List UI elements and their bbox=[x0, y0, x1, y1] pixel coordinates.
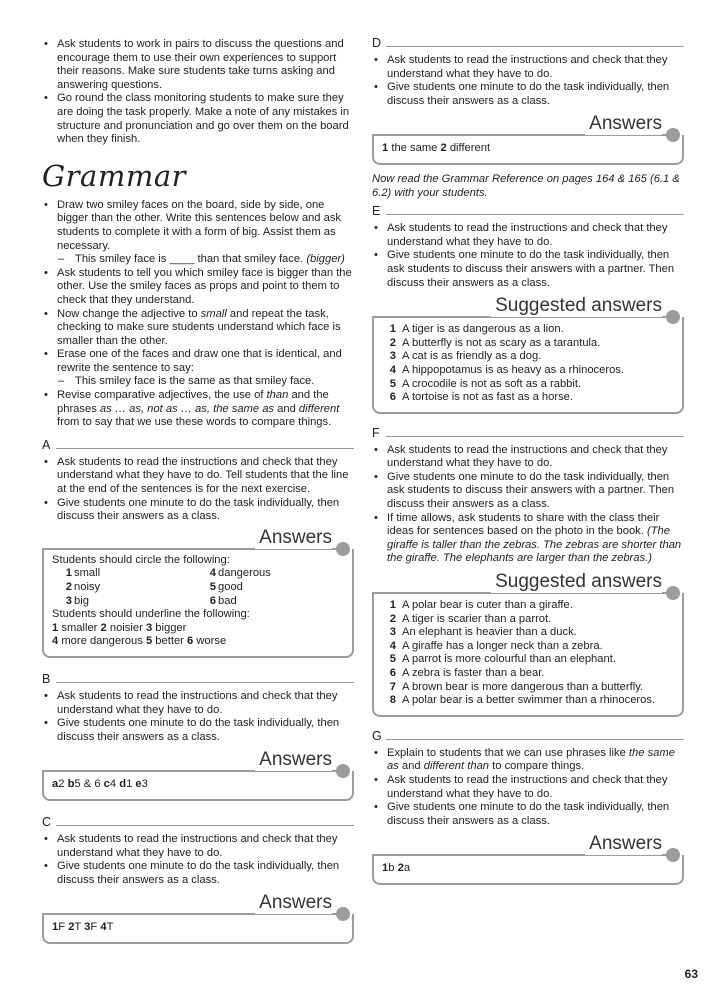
answer-key: e bbox=[135, 778, 142, 791]
box-body bbox=[42, 549, 354, 658]
answer-key: d bbox=[119, 778, 127, 791]
answer-item bbox=[382, 337, 674, 351]
answer-value: 2 bbox=[58, 778, 65, 791]
underline-intro: Students should underline the following: bbox=[52, 608, 250, 621]
section-letter-c: C bbox=[42, 815, 354, 830]
box-title: Suggested answers bbox=[491, 295, 662, 317]
bullet-item: • Ask students to read the instructions and check that they understand what they have to do. bbox=[372, 774, 684, 801]
answer-value: different bbox=[449, 142, 491, 155]
bullet-item: • Give students one minute to do the task individually, then discuss their answers as a class. bbox=[42, 717, 354, 744]
item-text: better bbox=[155, 635, 184, 648]
item-number: 4 bbox=[209, 567, 216, 580]
item-text: A hippopotamus is as heavy as a rhinoceros. bbox=[402, 363, 625, 376]
item-text: big bbox=[74, 594, 89, 607]
item-text: worse bbox=[196, 635, 227, 648]
answer-item bbox=[382, 653, 674, 667]
text-run: Revise comparative adjectives, the use of bbox=[57, 389, 267, 402]
text-run: and the phrases bbox=[57, 389, 329, 415]
item-number: 6 bbox=[389, 667, 396, 679]
item-text: A tortoise is not as fast as a horse. bbox=[402, 391, 574, 404]
text-emphasis: different than bbox=[423, 760, 490, 773]
item-number: 2 bbox=[100, 621, 107, 634]
note-text: Now read the Grammar Reference on pages 164 & 165 (6.1 & 6.2) with your students. bbox=[372, 172, 680, 199]
section-d-bullets bbox=[372, 54, 684, 108]
circle-list bbox=[52, 567, 344, 608]
answer-item bbox=[382, 391, 674, 405]
text-run: and repeat the task, checking to make sure students understand which face is smaller than the other. bbox=[57, 307, 341, 347]
answer-key: c bbox=[103, 778, 110, 791]
item-number: 4 bbox=[52, 635, 59, 648]
text-run: If time allows, ask students to share with the class their ideas for sentences based on the photo in the book. bbox=[387, 511, 660, 538]
answer-key: 3 bbox=[84, 921, 91, 934]
text-emphasis: (The giraffe is taller than the zebras. The zebras are shorter than the giraffe. The elephants are larger than the zebras.) bbox=[387, 525, 682, 565]
item-number: 1 bbox=[52, 621, 59, 634]
item-text: A polar bear is a better swimmer than a rhinoceros. bbox=[402, 694, 656, 707]
underline-row bbox=[52, 622, 344, 636]
item-number: 1 bbox=[65, 567, 72, 580]
bullet-item: • Give students one minute to do the task individually, then discuss their answers as a class. bbox=[372, 81, 684, 108]
box-body bbox=[372, 135, 684, 165]
left-column bbox=[42, 38, 354, 944]
answer-key: b bbox=[67, 778, 75, 791]
section-letter-e: E bbox=[372, 204, 684, 219]
item-number: 7 bbox=[389, 680, 396, 693]
section-letter-d: D bbox=[372, 36, 684, 51]
section-letter-f: F bbox=[372, 426, 684, 441]
answer-item bbox=[382, 378, 674, 392]
grammar-reference-note bbox=[372, 173, 684, 200]
item-text: A giraffe has a longer neck than a zebra. bbox=[402, 639, 603, 652]
bullet-item: • Give students one minute to do the task individually, then ask students to discuss their answers with a partner. Then discuss their answers as a class. bbox=[372, 249, 684, 290]
item-text: A parrot is more colourful than an elephant. bbox=[402, 653, 616, 666]
section-f-bullets bbox=[372, 444, 684, 566]
bullet-item: • Ask students to read the instructions and check that they understand what they have to do. bbox=[372, 54, 684, 81]
text-emphasis: than bbox=[266, 389, 289, 402]
intro-bullets bbox=[42, 38, 354, 147]
item-text: noisier bbox=[109, 621, 143, 634]
bullet-item: • Draw two smiley faces on the board, side by side, one bigger than the other. Write this sentences below and ask students to complete it with a form of big. Assist them as necessary. bbox=[42, 199, 354, 253]
text-emphasis: different bbox=[298, 402, 340, 415]
item-text: bad bbox=[218, 594, 237, 607]
circle-intro: Students should circle the following: bbox=[52, 553, 230, 566]
bullet-item bbox=[372, 747, 684, 774]
box-title: Answers bbox=[255, 749, 332, 771]
text-emphasis: the same as bbox=[387, 746, 675, 773]
item-text: good bbox=[218, 581, 243, 593]
item-text: A polar bear is cuter than a giraffe. bbox=[402, 599, 573, 612]
grammar-heading: Grammar bbox=[42, 158, 186, 193]
section-letter-g: G bbox=[372, 729, 684, 744]
item-text: more dangerous bbox=[61, 635, 143, 648]
dash-item: – This smiley face is the same as that smiley face. bbox=[42, 375, 354, 389]
item-number: 5 bbox=[209, 581, 216, 593]
answer-item bbox=[382, 640, 674, 654]
answers-box-a bbox=[42, 526, 354, 658]
page-number: 63 bbox=[684, 967, 698, 981]
bullet-item bbox=[372, 512, 684, 566]
list-item bbox=[62, 567, 206, 581]
section-g-bullets bbox=[372, 747, 684, 829]
underline-row bbox=[52, 635, 344, 649]
item-number: 1 bbox=[389, 599, 396, 612]
answer-item bbox=[382, 350, 674, 364]
item-text: A cat is as friendly as a dog. bbox=[402, 350, 542, 363]
text-run: from to say that we use these words to compare things. bbox=[57, 416, 332, 429]
item-number: 5 bbox=[389, 653, 396, 666]
box-body bbox=[372, 855, 684, 885]
text-run: and bbox=[274, 402, 299, 415]
item-number: 1 bbox=[389, 323, 396, 336]
section-letter-a: A bbox=[42, 438, 354, 453]
item-number: 6 bbox=[187, 635, 194, 648]
item-number: 6 bbox=[209, 594, 216, 607]
item-number: 3 bbox=[389, 626, 396, 639]
answer-item bbox=[382, 364, 674, 378]
section-e-bullets bbox=[372, 222, 684, 290]
bullet-item: • Give students one minute to do the task individually, then ask students to discuss their answers with a partner. Then discuss their answers as a class. bbox=[372, 471, 684, 512]
section-letter-b: B bbox=[42, 672, 354, 687]
item-text: A crocodile is not as soft as a rabbit. bbox=[402, 377, 582, 390]
answers-box-b bbox=[42, 748, 354, 801]
item-text: A butterfly is not as scary as a tarantula. bbox=[402, 336, 601, 349]
answer-value: F bbox=[90, 921, 98, 934]
text-run: to compare things. bbox=[489, 760, 585, 773]
answer-key: 4 bbox=[100, 921, 107, 934]
item-number: 8 bbox=[389, 694, 396, 707]
answer-key: 1 bbox=[382, 142, 389, 155]
answer-key: 2 bbox=[68, 921, 75, 934]
item-text: A tiger is as dangerous as a lion. bbox=[402, 323, 564, 336]
bullet-item: • Go round the class monitoring students to make sure they are doing the task properly. Make a note of any mistakes in structure and pronunciation and go over them on the board when they finish. bbox=[42, 92, 354, 146]
list-item bbox=[206, 567, 346, 581]
box-title: Suggested answers bbox=[491, 571, 662, 593]
item-text: An elephant is heavier than a duck. bbox=[402, 626, 577, 639]
bullet-item: • Ask students to read the instructions and check that they understand what they have to do. bbox=[42, 833, 354, 860]
item-number: 2 bbox=[389, 336, 396, 349]
box-body bbox=[372, 317, 684, 414]
box-title: Answers bbox=[255, 527, 332, 549]
answer-value: F bbox=[58, 921, 66, 934]
item-number: 3 bbox=[389, 350, 396, 363]
bullet-item bbox=[42, 308, 354, 349]
section-b-bullets bbox=[42, 690, 354, 744]
dash-item bbox=[42, 253, 354, 267]
answer-value: a bbox=[403, 862, 411, 875]
box-header bbox=[42, 526, 354, 552]
answer-key: 2 bbox=[440, 142, 447, 155]
bullet-item: • Ask students to tell you which smiley face is bigger than the other. Use the smiley faces as props and point to them to check that they understand. bbox=[42, 267, 354, 308]
list-item bbox=[62, 595, 206, 609]
item-text: smaller bbox=[61, 621, 98, 634]
bullet-item: • Ask students to read the instructions and check that they understand what they have to do. Tell students that the line at the end of the sentences is for the next exercise. bbox=[42, 456, 354, 497]
item-number: 2 bbox=[65, 581, 72, 593]
item-text: dangerous bbox=[218, 567, 271, 580]
text-run: Now change the adjective to bbox=[57, 307, 201, 320]
answer-item bbox=[382, 613, 674, 627]
answers-box-g bbox=[372, 832, 684, 885]
bullet-item: • Ask students to work in pairs to discuss the questions and encourage them to use their own experiences to support their reasons. Make sure students take turns asking and answering questions. bbox=[42, 38, 354, 92]
list-item bbox=[206, 581, 346, 595]
right-column bbox=[372, 36, 684, 885]
answer-key: 2 bbox=[397, 862, 404, 875]
answer-item bbox=[382, 599, 674, 613]
answer-value: 4 bbox=[109, 778, 117, 791]
item-number: 4 bbox=[389, 363, 396, 376]
item-number: 3 bbox=[145, 621, 153, 634]
box-body bbox=[372, 593, 684, 717]
bullet-item: • Erase one of the faces and draw one that is identical, and rewrite the sentence to say: bbox=[42, 348, 354, 375]
answer-item bbox=[382, 323, 674, 337]
answer-key: 1 bbox=[382, 862, 389, 875]
item-text: noisy bbox=[74, 581, 101, 593]
box-body bbox=[42, 914, 354, 944]
section-a-bullets bbox=[42, 456, 354, 524]
dash-answer: (bigger) bbox=[306, 253, 345, 266]
item-text: A zebra is faster than a bear. bbox=[402, 667, 545, 679]
bullet-item: • Give students one minute to do the task individually, then discuss their answers as a class. bbox=[372, 801, 684, 828]
answer-key: 1 bbox=[52, 921, 59, 934]
answer-value: 1 bbox=[126, 778, 133, 791]
grammar-bullets bbox=[42, 199, 354, 430]
answer-value: T bbox=[106, 921, 114, 934]
item-text: bigger bbox=[155, 621, 187, 634]
section-c-bullets bbox=[42, 833, 354, 887]
answer-item bbox=[382, 694, 674, 708]
box-title: Answers bbox=[585, 833, 662, 855]
text-emphasis: small bbox=[200, 307, 227, 320]
item-number: 6 bbox=[389, 391, 396, 404]
item-number: 3 bbox=[65, 594, 72, 607]
answer-value: T bbox=[74, 921, 82, 934]
list-item bbox=[62, 581, 206, 595]
text-emphasis: as … as, not as … as, the same as bbox=[99, 402, 275, 415]
answer-value: b bbox=[388, 862, 395, 875]
box-title: Answers bbox=[585, 113, 662, 135]
answer-value: the same bbox=[391, 142, 438, 155]
bullet-item: • Ask students to read the instructions and check that they understand what they have to do. bbox=[42, 690, 354, 717]
answer-key: a bbox=[52, 778, 59, 791]
answer-item bbox=[382, 626, 674, 640]
answer-item bbox=[382, 667, 674, 681]
suggested-answers-box-f bbox=[372, 570, 684, 717]
bullet-item bbox=[42, 389, 354, 430]
item-number: 4 bbox=[389, 639, 396, 652]
bullet-item: • Give students one minute to do the task individually, then discuss their answers as a class. bbox=[42, 497, 354, 524]
answer-value: 3 bbox=[141, 778, 148, 791]
answers-box-d bbox=[372, 112, 684, 165]
answer-value: 5 & 6 bbox=[74, 778, 101, 791]
answer-item bbox=[382, 681, 674, 695]
bullet-item: • Ask students to read the instructions and check that they understand what they have to do. bbox=[372, 444, 684, 471]
item-text: A tiger is scarier than a parrot. bbox=[402, 612, 552, 625]
dash-text: This smiley face is ____ than that smiley face. bbox=[75, 253, 304, 266]
bullet-item: • Ask students to read the instructions and check that they understand what they have to do. bbox=[372, 222, 684, 249]
answers-box-c bbox=[42, 891, 354, 944]
item-number: 5 bbox=[145, 635, 153, 648]
item-text: small bbox=[74, 567, 101, 580]
box-title: Answers bbox=[255, 892, 332, 914]
text-run: and bbox=[398, 760, 424, 773]
item-number: 5 bbox=[389, 377, 396, 390]
item-text: A brown bear is more dangerous than a butterfly. bbox=[402, 680, 644, 693]
item-number: 2 bbox=[389, 612, 396, 625]
suggested-answers-box-e bbox=[372, 294, 684, 414]
box-body bbox=[42, 771, 354, 801]
bullet-item: • Give students one minute to do the task individually, then discuss their answers as a class. bbox=[42, 860, 354, 887]
list-item bbox=[206, 595, 346, 609]
text-run: Explain to students that we can use phrases like bbox=[387, 746, 629, 759]
